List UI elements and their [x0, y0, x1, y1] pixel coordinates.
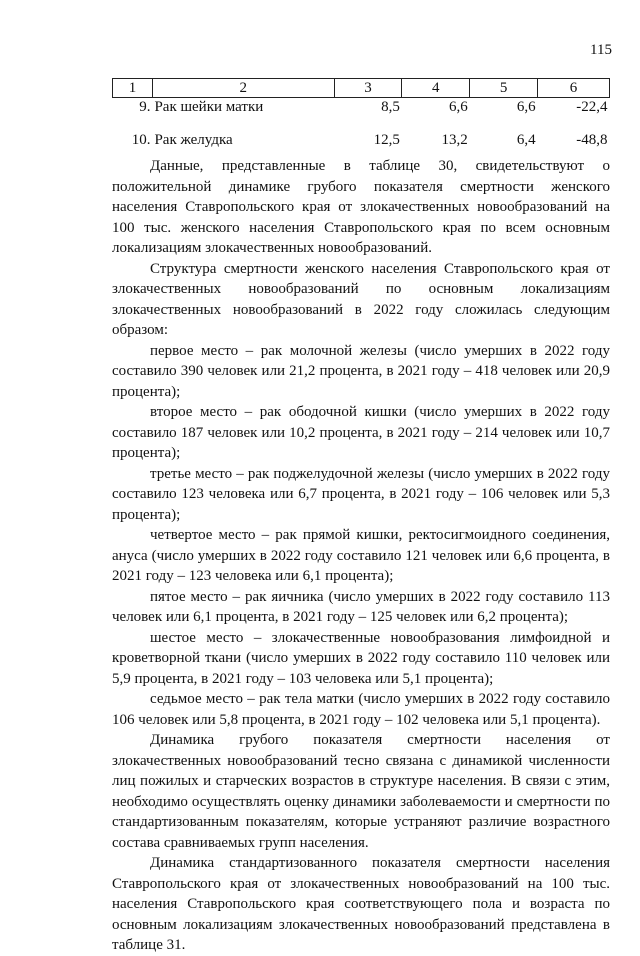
row-value: -48,8	[576, 132, 608, 148]
table-spacer	[113, 117, 610, 131]
table-header-cell: 3	[334, 79, 402, 98]
row-value: 6,4	[516, 132, 536, 148]
row-value: 8,5	[381, 99, 400, 115]
table-header-row	[113, 79, 610, 98]
paragraph: Динамика стандартизованного показателя смертности населения Ставропольского края от злокачественных новообразований на 100 тыс. населения Ставропольского края соответствующего пола и возраста по основным локализациям злокачественных новообразований представлена в таблице 31.	[112, 855, 610, 953]
paragraph: первое место – рак молочной железы (число умерших в 2022 году составило 390 человек или 21,2 процента, в 2021 году – 418 человек или 20,9 процента);	[112, 342, 610, 400]
paragraph: Структура смертности женского населения Ставропольского края от злокачественных новообразований по основным локализациям злокачественных новообразований в 2022 году сложилась следующим образом:	[112, 260, 610, 338]
row-value: 6,6	[448, 99, 468, 115]
table-header-cell: 4	[402, 79, 470, 98]
row-number: 9.	[139, 99, 151, 115]
paragraph: шестое место – злокачественные новообразования лимфоидной и кроветворной ткани (число умерших в 2022 году составило 110 человек или 5,9 процента, в 2021 году – 103 человека или 5,1 процента);	[112, 629, 610, 687]
row-value: -22,4	[576, 99, 608, 115]
table-header-cell: 2	[152, 79, 334, 98]
row-name: Рак желудка	[154, 132, 233, 148]
row-value: 13,2	[441, 132, 468, 148]
paragraph: второе место – рак ободочной кишки (число умерших в 2022 году составило 187 человек или 10,2 процента, в 2021 году – 214 человек или 10,7 процента);	[112, 404, 610, 461]
table-row	[113, 98, 610, 118]
body-text	[112, 156, 610, 956]
page-number: 115	[590, 42, 612, 58]
mortality-table	[112, 78, 610, 150]
paragraph: четвертое место – рак прямой кишки, ректосигмоидного соединения, ануса (число умерших в 2022 году составило 121 человек или 6,6 процента, в 2021 году – 123 человека или 6,1 процента);	[112, 527, 610, 584]
paragraph: пятое место – рак яичника (число умерших в 2022 году составило 113 человек или 6,1 процента, в 2021 году – 125 человек или 6,2 процента);	[112, 588, 610, 625]
table-header-cell: 1	[113, 79, 153, 98]
paragraph: Динамика грубого показателя смертности населения от злокачественных новообразований тесно связана с динамикой численности лиц пожилых и старческих возрастов в структуре населения. В связи с этим, необходимо осуществлять оценку динамики заболеваемости и смертности по стандартизованным показателям, которые устраняют различие возрастного состава сравниваемых групп населения.	[112, 732, 610, 851]
table-header-cell: 6	[538, 79, 610, 98]
paragraph: Данные, представленные в таблице 30, свидетельствуют о положительной динамике грубого показателя смертности женского населения Ставропольского края от злокачественных новообразований на 100 тыс. женского населения Ставропольского края по всем основным локализациям злокачественных новообразований.	[112, 158, 610, 256]
row-value: 12,5	[373, 132, 400, 148]
table-row	[113, 131, 610, 150]
paragraph: третье место – рак поджелудочной железы (число умерших в 2022 году составило 123 человека или 6,7 процента, в 2021 году – 106 человек или 5,3 процента);	[112, 465, 610, 523]
row-name: Рак шейки матки	[154, 99, 264, 115]
paragraph: седьмое место – рак тела матки (число умерших в 2022 году составило 106 человек или 5,8 процента, в 2021 году – 102 человека или 5,1 процента).	[112, 691, 610, 728]
row-value: 6,6	[516, 99, 536, 115]
table-header-cell: 5	[470, 79, 538, 98]
row-number: 10.	[131, 132, 151, 148]
